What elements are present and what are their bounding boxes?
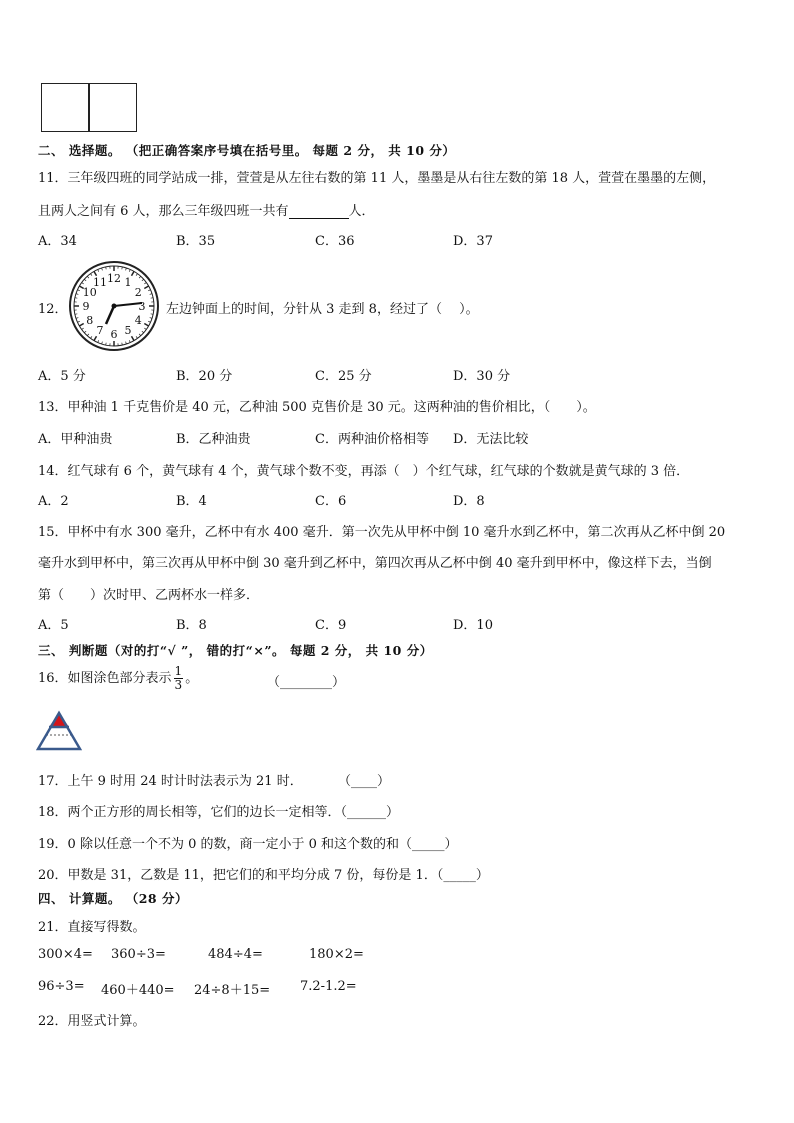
q15-line1: 15．甲杯中有水 300 毫升，乙杯中有水 400 毫升．第一次先从甲杯中倒 10 毫升水到乙杯中，第二次再从乙杯中倒 20	[38, 525, 726, 540]
q13-option-b[interactable]: B．乙种油贵	[176, 432, 251, 447]
q18-line	[38, 801, 399, 820]
q11-line2	[38, 200, 375, 219]
q11-option-c[interactable]: C．36	[315, 234, 355, 249]
calc-r2-c4: 7.2-1.2=	[300, 979, 357, 994]
q18-answer-paren[interactable]: （______）	[340, 805, 400, 820]
q19-line	[38, 833, 458, 852]
q14-option-a[interactable]: A．2	[38, 494, 69, 509]
q11-line2-end: 人．	[348, 204, 375, 219]
section-4-title: 四、 计算题。 （28 分）	[38, 891, 188, 906]
calc-r2-c3: 24÷8＋15=	[194, 983, 271, 998]
answer-box-right	[88, 83, 137, 132]
q12-number: 12．	[38, 302, 68, 317]
q12-text: 左边钟面上的时间，分针从 3 走到 8，经过了（ ）。	[166, 302, 479, 317]
q11-blank[interactable]	[289, 204, 349, 219]
q16-line	[38, 664, 198, 694]
q15-line3: 第（ ）次时甲、乙两杯水一样多．	[38, 588, 260, 603]
q11-line1: 11．三年级四班的同学站成一排，萱萱是从左往右数的第 11 人，墨墨是从右往左数的第 18 人，萱萱在墨墨的左侧，	[38, 171, 716, 186]
fraction-one-third	[174, 665, 184, 692]
clock-number: 9	[82, 300, 90, 313]
q21-text: 21．直接写得数。	[38, 920, 146, 935]
q15-option-a[interactable]: A．5	[38, 618, 69, 633]
calc-r2-c2: 460＋440=	[101, 983, 175, 998]
q12-option-b[interactable]: B．20 分	[176, 369, 233, 384]
fraction-numerator: 1	[174, 664, 183, 678]
clock-number: 1	[124, 275, 132, 289]
q13-text: 13．甲种油 1 千克售价是 40 元，乙种油 500 克售价是 30 元。这两种油的售价相比，（ ）。	[38, 400, 596, 415]
q20-text: 20．甲数是 31，乙数是 11，把它们的和平均分成 7 份，每份是 1．	[38, 868, 437, 883]
calc-r2-c1: 96÷3=	[38, 979, 85, 994]
q14-option-b[interactable]: B．4	[176, 494, 207, 509]
q13-option-d[interactable]: D．无法比较	[453, 432, 529, 447]
q15-option-b[interactable]: B．8	[176, 618, 207, 633]
q17-answer-paren[interactable]: （____）	[338, 774, 391, 789]
q13-option-a[interactable]: A．甲种油贵	[38, 432, 113, 447]
fraction-denominator: 3	[174, 678, 183, 692]
q19-answer-paren[interactable]: （_____）	[399, 837, 458, 852]
section-2-title: 二、 选择题。 （把正确答案序号填在括号里。 每题 2 分， 共 10 分）	[38, 143, 456, 158]
q11-line2-text: 且两人之间有 6 人，那么三年级四班一共有	[38, 204, 289, 219]
clock-number: 10	[82, 286, 97, 299]
clock-number: 2	[134, 286, 142, 299]
q12-option-d[interactable]: D．30 分	[453, 369, 511, 384]
clock-number: 6	[110, 328, 118, 341]
clock-number: 5	[124, 324, 132, 338]
q13-option-c[interactable]: C．两种油价格相等	[315, 432, 429, 447]
clock-icon	[68, 260, 160, 352]
q15-line2: 毫升水到甲杯中，第三次再从甲杯中倒 30 毫升到乙杯中，第四次再从乙杯中倒 40 毫升到甲杯中，像这样下去，当倒	[38, 556, 712, 571]
clock-number: 7	[96, 324, 104, 338]
q17-text: 17．上午 9 时用 24 时计时法表示为 21 时．	[38, 774, 303, 789]
answer-box-left	[41, 83, 90, 132]
q11-option-d[interactable]: D．37	[453, 234, 493, 249]
clock-number: 11	[93, 275, 107, 289]
q20-answer-paren[interactable]: （_____）	[436, 868, 489, 883]
q11-option-a[interactable]: A．34	[38, 234, 77, 249]
calc-r1-c4: 180×2=	[309, 947, 364, 962]
q16-after: 。	[185, 671, 199, 686]
clock-number: 8	[86, 314, 94, 327]
q11-option-b[interactable]: B．35	[176, 234, 216, 249]
calc-r1-c2: 360÷3=	[111, 947, 166, 962]
q14-option-d[interactable]: D．8	[453, 494, 485, 509]
q12-option-c[interactable]: C．25 分	[315, 369, 372, 384]
q16-answer-paren[interactable]: （________）	[267, 675, 346, 690]
section-3-title: 三、 判断题（对的打“√ ”， 错的打“×”。 每题 2 分， 共 10 分）	[38, 643, 433, 658]
q20-line	[38, 864, 489, 883]
triangle-figure-icon	[36, 710, 82, 752]
q14-text: 14．红气球有 6 个，黄气球有 4 个，黄气球个数不变，再添（ ）个红气球，红气球的个数就是黄气球的 3 倍．	[38, 464, 690, 479]
q22-text: 22．用竖式计算。	[38, 1014, 146, 1029]
calc-r1-c3: 484÷4=	[208, 947, 263, 962]
calc-r1-c1: 300×4=	[38, 947, 93, 962]
q16-text: 16．如图涂色部分表示	[38, 671, 172, 686]
q15-option-d[interactable]: D．10	[453, 618, 493, 633]
clock-number: 12	[107, 272, 121, 285]
q15-option-c[interactable]: C．9	[315, 618, 347, 633]
clock-number: 4	[134, 314, 142, 327]
q12-option-a[interactable]: A．5 分	[38, 369, 86, 384]
q19-text: 19．0 除以任意一个不为 0 的数，商一定小于 0 和这个数的和	[38, 837, 400, 852]
q18-text: 18．两个正方形的周长相等，它们的边长一定相等．	[38, 805, 341, 820]
q14-option-c[interactable]: C．6	[315, 494, 347, 509]
clock-number: 3	[138, 300, 146, 313]
